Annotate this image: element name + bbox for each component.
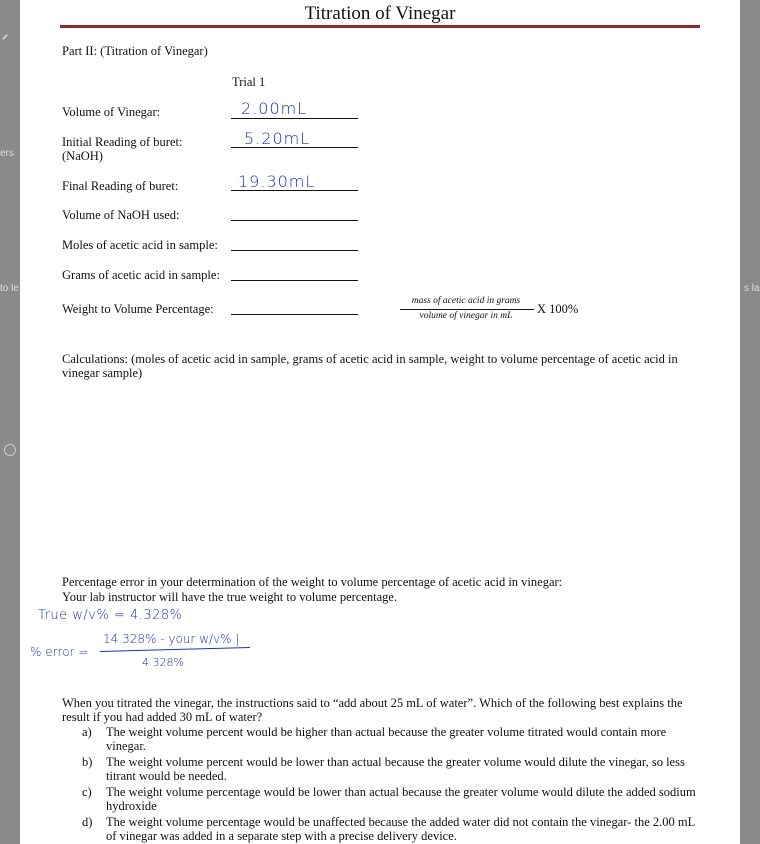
wv-percent-line bbox=[231, 314, 358, 315]
edit-icon[interactable] bbox=[2, 34, 8, 40]
moles-label: Moles of acetic acid in sample: bbox=[62, 238, 218, 252]
final-reading-line bbox=[231, 190, 358, 191]
moles-line bbox=[231, 250, 358, 251]
info-icon[interactable] bbox=[4, 444, 16, 456]
final-reading-label: Final Reading of buret: bbox=[62, 179, 179, 193]
wv-percent-label: Weight to Volume Percentage: bbox=[62, 302, 214, 316]
grams-label: Grams of acetic acid in sample: bbox=[62, 268, 220, 282]
error-label: % error = bbox=[30, 645, 89, 659]
error-denominator: 4.328% bbox=[142, 656, 184, 669]
percent-error-note: Your lab instructor will have the true weight to volume percentage. bbox=[62, 590, 398, 604]
trial-header: Trial 1 bbox=[232, 75, 266, 89]
option-text: The weight volume percentage would be lower than actual because the greater volume would dilute the added sodium hydroxide bbox=[106, 785, 696, 813]
option-a bbox=[62, 725, 704, 753]
formula-denominator: volume of vinegar in mL bbox=[419, 311, 513, 321]
initial-reading-label-2: (NaOH) bbox=[62, 149, 103, 163]
final-reading-value: 19.30mL bbox=[238, 172, 316, 191]
formula-bar bbox=[400, 309, 534, 310]
error-numerator: 14.328% - your w/v% | bbox=[103, 632, 240, 646]
option-text: The weight volume percentage would be unaffected because the added water did not contain the vinegar- the 2.00 mL of vinegar was added in a separate step with a precise delivery device. bbox=[106, 815, 695, 843]
true-value-note: True w/v% = 4.328% bbox=[38, 608, 183, 623]
option-letter: a) bbox=[82, 725, 92, 739]
side-fragment-2: to le bbox=[0, 283, 19, 294]
volume-vinegar-label: Volume of Vinegar: bbox=[62, 105, 161, 119]
question-text: When you titrated the vinegar, the instructions said to “add about 25 mL of water”. Which of the following best explains the result if you had added 30 mL of water? bbox=[62, 696, 683, 724]
grams-line bbox=[231, 280, 358, 281]
side-fragment-1: ers bbox=[0, 148, 14, 159]
option-text: The weight volume percent would be higher than actual because the greater volume titrated would contain more vinegar. bbox=[106, 725, 667, 753]
naoh-used-line bbox=[231, 220, 358, 221]
formula-numerator: mass of acetic acid in grams bbox=[411, 296, 521, 306]
option-c bbox=[62, 785, 704, 813]
document-page bbox=[20, 0, 740, 844]
initial-reading-line bbox=[231, 147, 358, 148]
volume-vinegar-line bbox=[231, 118, 358, 119]
option-text: The weight volume percent would be lower than actual because the greater volume would dilute the vinegar, so less titrant would be needed. bbox=[106, 755, 685, 783]
initial-reading-value: 5.20mL bbox=[244, 129, 311, 148]
formula-multiplier: X 100% bbox=[537, 302, 579, 316]
error-fraction-bar bbox=[100, 647, 250, 652]
naoh-used-label: Volume of NaOH used: bbox=[62, 208, 180, 222]
title-rule bbox=[60, 25, 700, 28]
option-b bbox=[62, 755, 704, 783]
option-letter: c) bbox=[82, 785, 92, 799]
percent-error-prompt: Percentage error in your determination of the weight to volume percentage of acetic acid in vinegar: bbox=[62, 575, 563, 589]
page-title: Titration of Vinegar bbox=[304, 3, 456, 24]
calculations-prompt: Calculations: (moles of acetic acid in sample, grams of acetic acid in sample, weight to volume percentage of acetic acid in vinegar sample) bbox=[62, 352, 678, 380]
option-d bbox=[62, 815, 704, 843]
side-fragment-3: s la bbox=[744, 283, 760, 294]
part-heading: Part II: (Titration of Vinegar) bbox=[62, 44, 208, 58]
answer-options bbox=[62, 725, 704, 844]
volume-vinegar-value: 2.00mL bbox=[241, 99, 308, 118]
option-letter: b) bbox=[82, 755, 93, 769]
option-letter: d) bbox=[82, 815, 93, 829]
initial-reading-label: Initial Reading of buret: bbox=[62, 135, 183, 149]
